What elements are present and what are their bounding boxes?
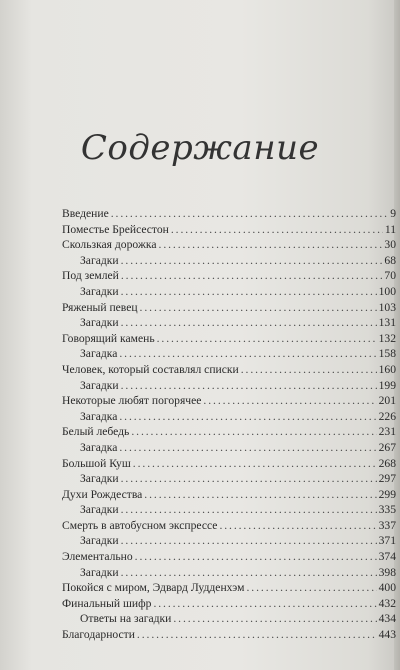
dot-leader <box>144 487 376 503</box>
dot-leader <box>133 456 377 472</box>
toc-entry-page-number: 434 <box>378 612 396 626</box>
toc-entry-label: Загадки <box>80 316 119 330</box>
toc-entry-label: Скользкая дорожка <box>62 238 157 252</box>
toc-entry-label: Загадки <box>80 284 119 298</box>
toc-entry-page-number: 371 <box>378 534 396 548</box>
toc-entry <box>62 549 396 565</box>
dot-leader <box>241 362 377 378</box>
dot-leader <box>131 424 376 440</box>
toc-entry-label: Смерть в автобусном экспрессе <box>62 518 218 532</box>
dot-leader <box>121 315 377 331</box>
toc-entry-label: Загадки <box>80 253 119 267</box>
toc-entry-page-number: 226 <box>378 409 396 423</box>
toc-entry <box>62 487 396 503</box>
toc-entry-page-number: 374 <box>378 550 396 564</box>
toc-entry-page-number: 9 <box>390 207 396 220</box>
toc-entry <box>62 409 396 425</box>
dot-leader <box>135 549 377 565</box>
dot-leader <box>119 346 376 362</box>
toc-entry <box>62 471 396 487</box>
dot-leader <box>140 300 377 316</box>
dot-leader <box>121 268 383 284</box>
toc-entry <box>62 440 396 456</box>
dot-leader <box>119 409 376 425</box>
toc-entry-label: Загадка <box>80 440 118 454</box>
toc-entry-page-number: 335 <box>378 503 396 517</box>
toc-entry <box>62 331 396 347</box>
dot-leader <box>171 222 383 238</box>
toc-entry-page-number: 267 <box>378 440 396 454</box>
toc-entry <box>62 268 396 284</box>
dot-leader <box>157 331 377 347</box>
toc-entry-label: Белый лебедь <box>62 425 130 439</box>
dot-leader <box>121 502 377 518</box>
dot-leader <box>111 206 388 222</box>
toc-entry-page-number: 199 <box>378 378 396 392</box>
toc-entry <box>62 424 396 440</box>
dot-leader <box>119 440 376 456</box>
toc-entry-page-number: 70 <box>384 269 396 283</box>
toc-entry <box>62 222 396 238</box>
dot-leader <box>121 533 377 549</box>
toc-entry-label: Большой Куш <box>62 456 131 470</box>
toc-entry-page-number: 131 <box>378 316 396 330</box>
toc-entry-label: Говорящий камень <box>62 331 155 345</box>
toc-entry-label: Покойся с миром, Эдвард Лудденхэм <box>62 581 245 595</box>
toc-entry-label: Духи Рождества <box>62 487 143 501</box>
toc-entry-page-number: 231 <box>378 425 396 439</box>
toc-entry-label: Загадка <box>80 347 118 361</box>
toc-entry <box>62 300 396 316</box>
toc-entry-page-number: 400 <box>378 581 396 595</box>
toc-entry-page-number: 398 <box>378 565 396 579</box>
dot-leader <box>121 378 377 394</box>
toc-entry-label: Человек, который составлял списки <box>62 362 239 376</box>
toc-entry-label: Загадка <box>80 409 118 423</box>
toc-entry <box>62 206 396 222</box>
toc-entry <box>62 346 396 362</box>
dot-leader <box>121 471 377 487</box>
toc-entry <box>62 533 396 549</box>
toc-entry <box>62 456 396 472</box>
toc-entry-page-number: 30 <box>384 238 396 252</box>
toc-entry <box>62 393 396 409</box>
toc-entry <box>62 502 396 518</box>
toc-entry-page-number: 160 <box>378 362 396 376</box>
dot-leader <box>153 596 376 612</box>
toc-entry <box>62 237 396 253</box>
toc-entry <box>62 611 396 627</box>
toc-entry-label: Благодарности <box>62 628 135 642</box>
toc-entry-label: Загадки <box>80 565 119 579</box>
toc-entry <box>62 284 396 300</box>
toc-entry <box>62 596 396 612</box>
toc-entry-page-number: 201 <box>378 394 396 408</box>
toc-entry <box>62 627 396 643</box>
toc-entry-label: Загадки <box>80 503 119 517</box>
toc-entry <box>62 362 396 378</box>
toc-entry-page-number: 432 <box>378 596 396 610</box>
toc-entry <box>62 315 396 331</box>
toc-entry-page-number: 443 <box>378 628 396 642</box>
toc-entry <box>62 580 396 596</box>
toc-entry-label: Элементально <box>62 550 133 564</box>
toc-entry-page-number: 337 <box>378 518 396 532</box>
toc-entry-label: Поместье Брейсестон <box>62 222 169 236</box>
toc-entry-label: Ряженый певец <box>62 300 138 314</box>
toc-entry-page-number: 100 <box>378 284 396 298</box>
dot-leader <box>159 237 383 253</box>
dot-leader <box>121 565 377 581</box>
toc-entry-label: Под землей <box>62 269 119 283</box>
dot-leader <box>137 627 377 643</box>
toc-entry <box>62 565 396 581</box>
toc-entry-page-number: 11 <box>384 222 396 236</box>
toc-entry-label: Некоторые любят погорячее <box>62 394 202 408</box>
toc-entry-label: Загадки <box>80 534 119 548</box>
dot-leader <box>247 580 377 596</box>
dot-leader <box>121 284 377 300</box>
toc-entry-label: Загадки <box>80 472 119 486</box>
toc-entry-label: Введение <box>62 207 109 220</box>
toc-entry-page-number: 299 <box>378 487 396 501</box>
toc-entry-page-number: 103 <box>378 300 396 314</box>
toc-entry-page-number: 268 <box>378 456 396 470</box>
toc-entry-page-number: 158 <box>378 347 396 361</box>
toc-entry <box>62 518 396 534</box>
toc-entry-page-number: 297 <box>378 472 396 486</box>
dot-leader <box>203 393 376 409</box>
toc-entry-label: Загадки <box>80 378 119 392</box>
table-of-contents <box>62 206 396 643</box>
page-title: Содержание <box>80 128 320 168</box>
toc-entry-label: Финальный шифр <box>62 596 152 610</box>
toc-entry <box>62 378 396 394</box>
dot-leader <box>219 518 376 534</box>
toc-entry-label: Ответы на загадки <box>80 612 172 626</box>
toc-entry-page-number: 132 <box>378 331 396 345</box>
dot-leader <box>173 611 376 627</box>
toc-entry-page-number: 68 <box>384 253 396 267</box>
toc-entry <box>62 253 396 269</box>
dot-leader <box>121 253 383 269</box>
